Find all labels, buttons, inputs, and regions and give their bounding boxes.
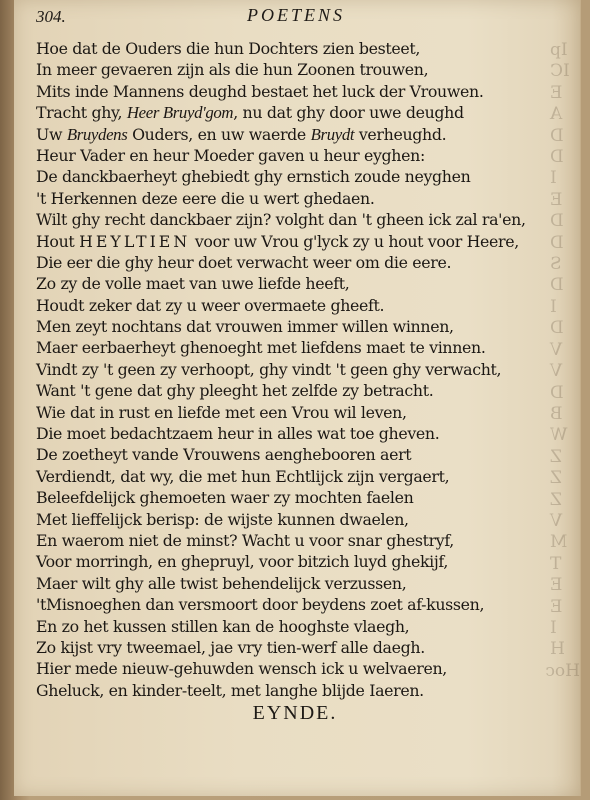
- line-text: , nu dat ghy door uwe deughd: [233, 103, 464, 123]
- line-text: Wilt ghy recht danckbaer zijn? volght dan 't gheen ick zal ra'en,: [36, 210, 526, 230]
- poem-line: [36, 530, 556, 551]
- bleed-through-glyph: H: [550, 639, 565, 660]
- finis-mark: EYNDE.: [252, 702, 338, 724]
- poem-line: [36, 295, 556, 316]
- page-number: 304.: [36, 7, 66, 26]
- poem-line: [36, 145, 556, 166]
- bleed-through-glyph: Ip: [550, 40, 568, 60]
- bleed-through-glyph: W: [550, 425, 568, 446]
- emphasized-word: Bruydens: [66, 124, 128, 144]
- poem-line: [36, 231, 556, 252]
- line-text: Die moet bedachtzaem heur in alles wat toe gheven.: [36, 424, 440, 444]
- poem-line: [36, 316, 556, 337]
- poem-line: [36, 359, 556, 380]
- bleed-through-glyph: E: [550, 575, 563, 596]
- line-text: Maer eerbaerheyt ghenoeght met liefdens maet te vinnen.: [36, 338, 486, 358]
- line-text: Houdt zeker dat zy u weer overmaete gheeft.: [36, 295, 385, 315]
- poem-line: [36, 102, 556, 123]
- bleed-through-glyph: V: [550, 361, 563, 382]
- poem-line: [36, 337, 556, 358]
- poem-line: [36, 658, 556, 679]
- line-text: Gheluck, en kinder-teelt, met langhe blijde Iaeren.: [36, 680, 424, 700]
- bleed-through-glyph: A: [550, 104, 563, 125]
- poem-line: [36, 509, 556, 530]
- emphasized-word: Heer Bruyd'gom: [126, 103, 234, 123]
- bleed-through-glyph: D: [550, 232, 564, 253]
- line-text: Zo kijst vry tweemael, jae vry tien-werf alle daegh.: [36, 637, 425, 657]
- bleed-through-glyph: E: [550, 82, 563, 103]
- poem-line: [36, 124, 556, 145]
- bleed-through-glyph: I: [550, 296, 557, 317]
- poem-text: [36, 38, 556, 701]
- line-text: Beleefdelijck ghemoeten waer zy mochten faelen: [36, 488, 414, 508]
- line-text: Hier mede nieuw-gehuwden wensch ick u welvaeren,: [36, 659, 447, 679]
- bleed-through-glyph: T: [550, 553, 562, 574]
- line-text: De danckbaerheyt ghebiedt ghy ernstich zoude neyghen: [36, 167, 471, 187]
- poem-line: [36, 444, 556, 465]
- bleed-through-glyph: S: [550, 254, 562, 275]
- bleed-through-glyph: I: [550, 617, 557, 638]
- line-text: verheughd.: [354, 124, 447, 144]
- bleed-through-glyph: E: [550, 189, 563, 210]
- line-text: Want 't gene dat ghy pleeght het zelfde zy betracht.: [36, 381, 434, 401]
- bleed-through-glyph: E: [550, 596, 563, 617]
- line-text: Die eer die ghy heur doet verwacht weer om die eere.: [36, 252, 452, 272]
- page-header: [36, 5, 556, 29]
- line-text: Hout: [36, 231, 80, 251]
- bleed-through-glyph: D: [550, 147, 564, 168]
- line-text: Maer wilt ghy alle twist behendelijck verzussen,: [36, 573, 407, 593]
- bleed-through-glyph: D: [550, 125, 564, 146]
- line-text: En waerom niet de minst? Wacht u voor snar ghestryf,: [36, 530, 454, 550]
- poem-line: [36, 81, 556, 102]
- poem-line: [36, 38, 556, 59]
- poem-line: [36, 273, 556, 294]
- line-text: Mits inde Mannens deughd bestaet het luck der Vrouwen.: [36, 81, 484, 101]
- bleed-through-glyph: D: [550, 382, 564, 403]
- poem-line: [36, 402, 556, 423]
- line-text: Uw: [36, 124, 67, 144]
- line-text: Vindt zy 't geen zy verhoopt, ghy vindt 't geen ghy verwacht,: [36, 359, 502, 379]
- bleed-through-glyph: I: [550, 168, 557, 189]
- bleed-through-glyph: Z: [550, 446, 562, 467]
- line-text: Men zeyt nochtans dat vrouwen immer willen winnen,: [36, 317, 454, 337]
- line-text: Voor morringh, en ghepruyl, voor bitzich luyd ghekijf,: [36, 552, 449, 572]
- line-text: 't Herkennen deze eere die u wert ghedaen.: [36, 188, 375, 208]
- poem-line: [36, 380, 556, 401]
- bleed-through-glyph: D: [550, 318, 564, 339]
- bleed-through-glyph: D: [550, 275, 564, 296]
- bleed-through-glyph: IC: [550, 61, 570, 82]
- line-text: In meer gevaeren zijn als die hun Zoonen trouwen,: [36, 60, 429, 80]
- running-head: POETENS: [246, 5, 345, 25]
- bleed-through-glyph: M: [550, 532, 568, 553]
- poem-line: [36, 487, 556, 508]
- poem-line: [36, 209, 556, 230]
- line-text: 'tMisnoeghen dan versmoort door beydens zoet af-kussen,: [36, 595, 485, 615]
- poem-line: [36, 616, 556, 637]
- book-page: [14, 0, 581, 796]
- bleed-through-glyph: D: [550, 211, 564, 232]
- line-text: En zo het kussen stillen kan de hooghste vlaegh,: [36, 616, 410, 636]
- bleed-through-glyph: B: [550, 403, 563, 424]
- poem-line: [36, 594, 556, 615]
- poem-line: [36, 466, 556, 487]
- poem-line: [36, 423, 556, 444]
- bleed-through-glyph: Z: [550, 468, 562, 489]
- line-text: Verdiendt, dat wy, die met hun Echtlijck zijn vergaert,: [36, 466, 450, 486]
- poem-line: [36, 680, 556, 701]
- poem-line: [36, 59, 556, 80]
- bleed-through-glyph: Z: [550, 489, 562, 510]
- line-text: Heur Vader en heur Moeder gaven u heur eyghen:: [36, 145, 425, 165]
- line-text: voor uw Vrou g'lyck zy u hout voor Heere,: [190, 231, 519, 251]
- poem-line: [36, 166, 556, 187]
- poem-line: [36, 252, 556, 273]
- bleed-through-glyph: Hoc: [545, 660, 580, 681]
- bleed-through-glyph: V: [550, 510, 563, 531]
- line-text: Tracht ghy,: [36, 103, 127, 123]
- poem-line: [36, 188, 556, 209]
- poem-line: [36, 637, 556, 658]
- line-text: Zo zy de volle maet van uwe liefde heeft,: [36, 274, 350, 294]
- line-text: Hoe dat de Ouders die hun Dochters zien besteet,: [36, 39, 421, 58]
- poem-line: [36, 551, 556, 572]
- bleed-through-glyph: V: [550, 339, 563, 360]
- line-text: Ouders, en uw waerde: [127, 124, 311, 144]
- emphasized-word: Bruydt: [310, 124, 355, 144]
- line-text: Wie dat in rust en liefde met een Vrou wil leven,: [36, 402, 407, 422]
- line-text: De zoetheyt vande Vrouwens aenghebooren aert: [36, 445, 412, 465]
- line-text: Met lieffelijck berisp: de wijste kunnen dwaelen,: [36, 509, 409, 529]
- emphasized-word: HEYLTIEN: [79, 231, 191, 251]
- poem-line: [36, 573, 556, 594]
